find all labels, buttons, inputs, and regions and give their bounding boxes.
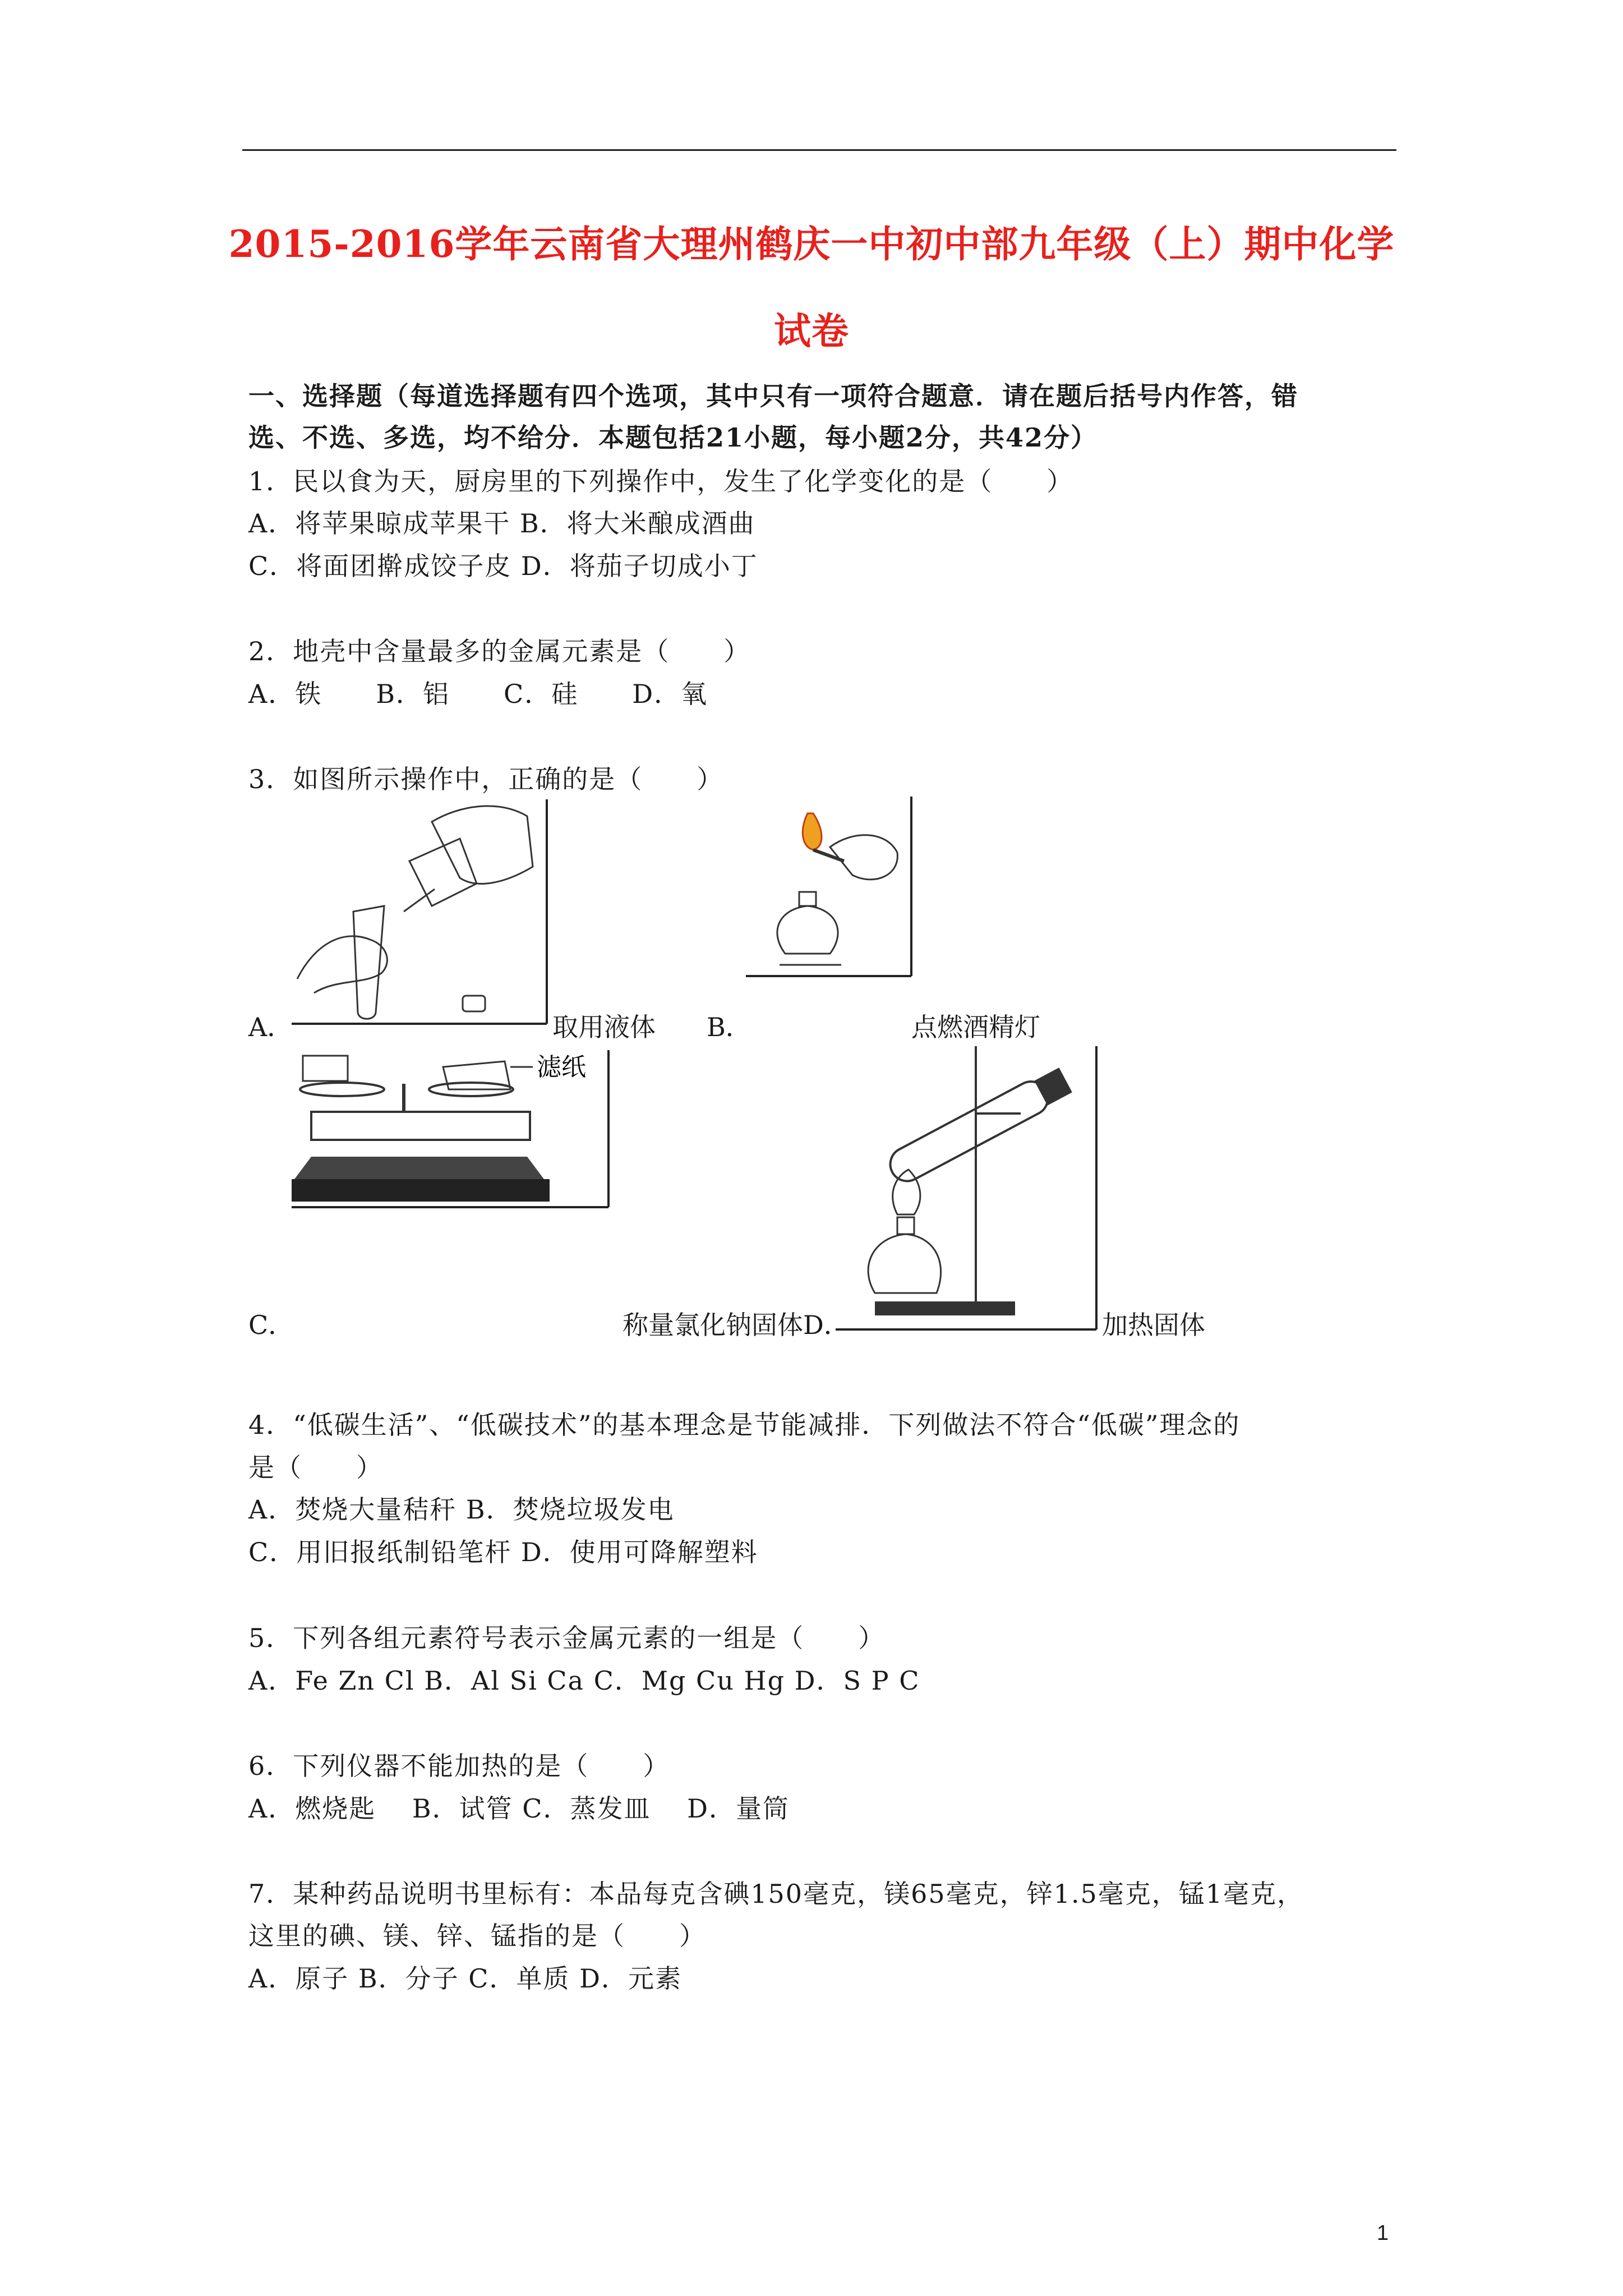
figure-d-heat-solid: [836, 1046, 1099, 1332]
q3-b-caption: 点燃酒精灯: [911, 1012, 1040, 1042]
section-heading-line1: 一、选择题（每道选择题有四个选项，其中只有一项符合题意．请在题后括号内作答，错: [248, 381, 1298, 411]
q3-d-caption: 加热固体: [1102, 1310, 1205, 1340]
q4-stem-line2: 是（ ）: [248, 1452, 383, 1483]
figure-a-pour-liquid: [292, 799, 550, 1027]
q3-c-label: C．: [248, 1310, 294, 1340]
page-number: 1: [1376, 2221, 1389, 2245]
q2-stem: 2．地壳中含量最多的金属元素是（ ）: [248, 636, 751, 666]
q3-b-label: B．: [707, 1012, 751, 1042]
q1-options-ab: A．将苹果晾成苹果干 B．将大米酿成酒曲: [248, 508, 755, 539]
c-paper-label: 滤纸: [537, 1053, 586, 1082]
q4-stem-line1: 4．“低碳生活”、“低碳技术”的基本理念是节能减排．下列做法不符合“低碳”理念的: [248, 1410, 1241, 1440]
q5-options: A．Fe Zn Cl B．Al Si Ca C．Mg Cu Hg D．S P C: [248, 1665, 920, 1696]
figure-c-balance-weighing: [292, 1050, 611, 1210]
q4-options-cd: C．用旧报纸制铅笔杆 D．使用可降解塑料: [248, 1537, 758, 1567]
q7-stem-line1: 7．某种药品说明书里标有：本品每克含碘150毫克，镁65毫克，锌1.5毫克，锰1毫克，: [248, 1879, 1304, 1909]
section-heading-line2: 选、不选、多选，均不给分．本题包括21小题，每小题2分，共42分）: [248, 422, 1098, 453]
q3-a-caption: 取用液体: [552, 1012, 656, 1042]
q6-options: A．燃烧匙 B．试管 C．蒸发皿 D．量筒: [248, 1793, 790, 1824]
page-title-line2: 试卷: [774, 309, 849, 353]
page-title-line1: 2015-2016学年云南省大理州鹤庆一中初中部九年级（上）期中化学: [228, 222, 1395, 266]
q1-options-cd: C．将面团擀成饺子皮 D．将茄子切成小丁: [248, 551, 758, 581]
header-rule: [242, 149, 1396, 151]
q1-stem: 1．民以食为天，厨房里的下列操作中，发生了化学变化的是（ ）: [248, 466, 1074, 496]
q2-options: A．铁 B．铝 C．硅 D．氧: [248, 679, 708, 709]
q3-c-caption: 称量氯化钠固体D．: [623, 1310, 850, 1340]
figure-b-light-alcohol-lamp: [746, 797, 914, 979]
q3-a-label: A．: [248, 1012, 293, 1042]
q3-stem: 3．如图所示操作中，正确的是（ ）: [248, 764, 724, 794]
q6-stem: 6．下列仪器不能加热的是（ ）: [248, 1751, 670, 1781]
q7-options: A．原子 B．分子 C．单质 D．元素: [248, 1963, 682, 1994]
q5-stem: 5．下列各组元素符号表示金属元素的一组是（ ）: [248, 1623, 886, 1653]
q7-stem-line2: 这里的碘、镁、锌、锰指的是（ ）: [248, 1921, 706, 1951]
q4-options-ab: A．焚烧大量秸秆 B．焚烧垃圾发电: [248, 1494, 675, 1525]
